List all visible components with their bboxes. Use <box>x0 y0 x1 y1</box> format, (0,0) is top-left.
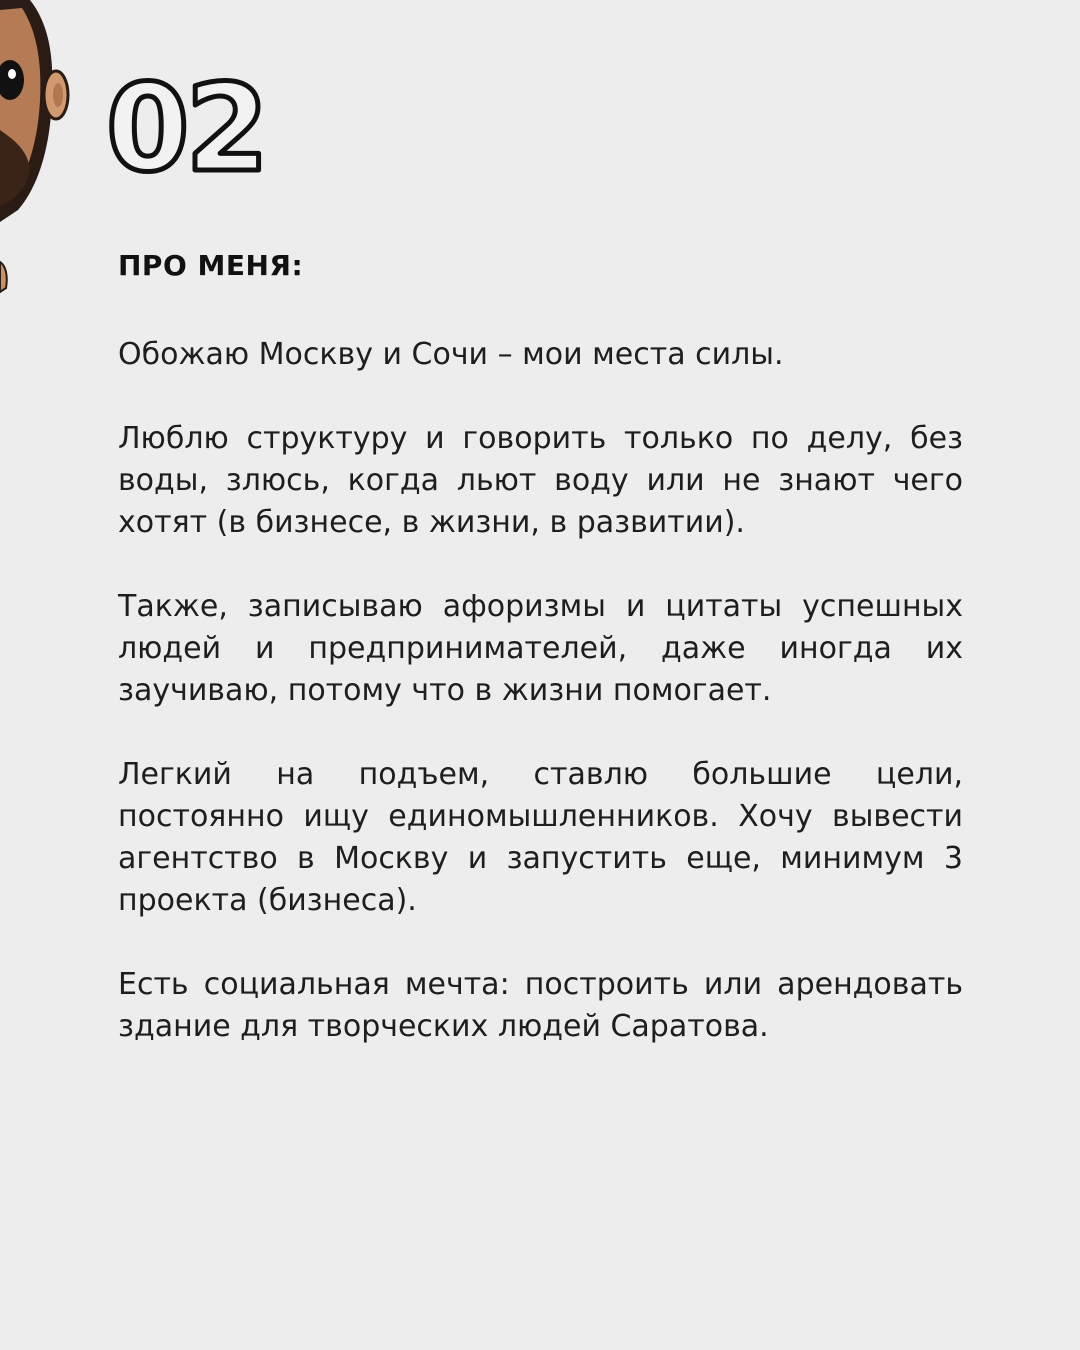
slide-number <box>104 58 284 198</box>
paragraph: Люблю структуру и говорить только по делу, без воды, злюсь, когда льют воду или не знают чего хотят (в бизнесе, в жизни, в развитии). <box>118 421 963 540</box>
paragraph: Обожаю Москву и Сочи – мои места силы. <box>118 337 784 372</box>
avatar-character-icon <box>0 0 80 310</box>
content <box>118 250 963 1090</box>
svg-text:02: 02 <box>106 60 265 198</box>
paragraph: Легкий на подъем, ставлю большие цели, постоянно ищу единомышленников. Хочу вывести агентство в Москву и запустить еще, минимум 3 проекта (бизнеса). <box>118 757 963 918</box>
paragraph: Есть социальная мечта: построить или арендовать здание для творческих людей Саратова. <box>118 967 963 1044</box>
section-heading: ПРО МЕНЯ: <box>118 249 304 282</box>
paragraph: Также, записываю афоризмы и цитаты успешных людей и предпринимателей, даже иногда их заучиваю, потому что в жизни помогает. <box>118 589 963 708</box>
